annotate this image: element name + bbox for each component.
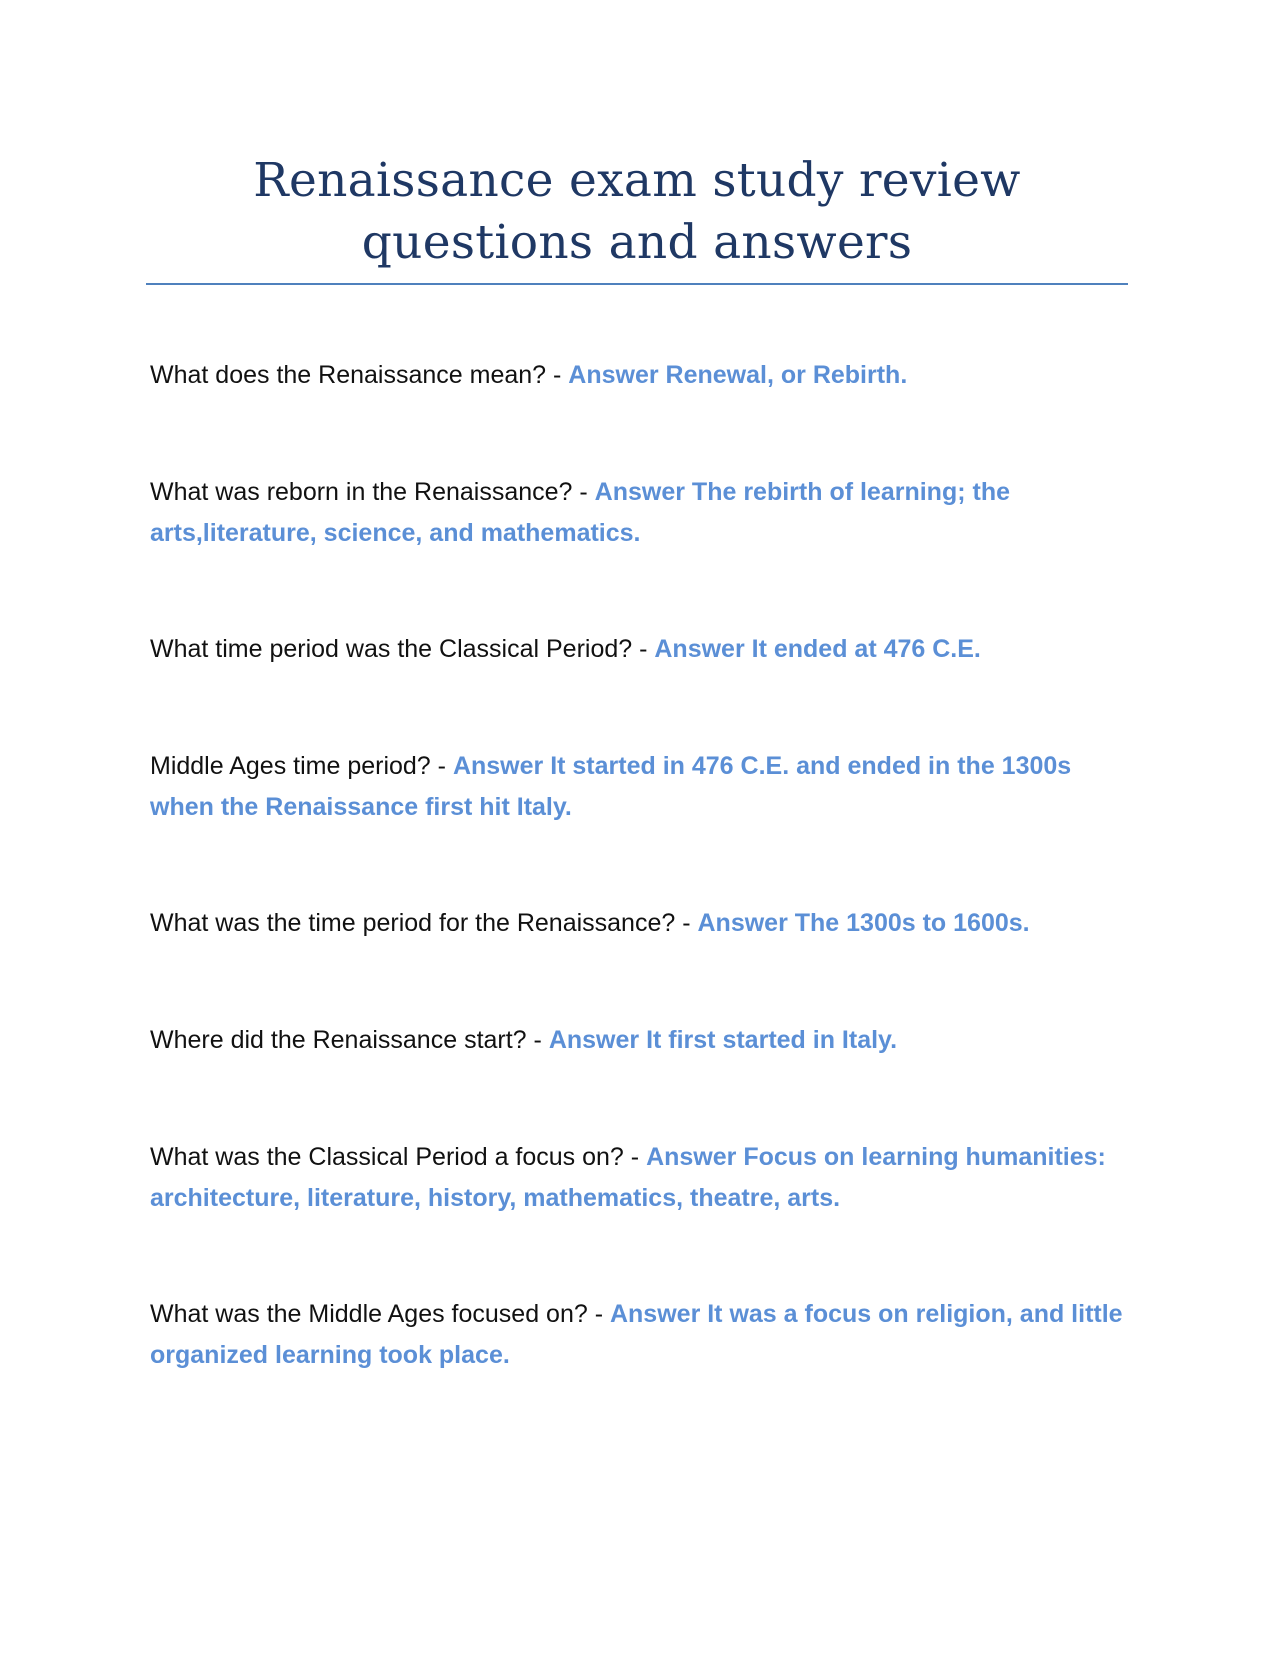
answer-text: Answer Focus on learning humanities: architecture, literature, history, mathematics, theatre, arts. bbox=[150, 1143, 1106, 1212]
answer-text: Answer It first started in Italy. bbox=[548, 1026, 898, 1054]
question-text: What time period was the Classical Period? bbox=[150, 635, 633, 663]
answer-text: Answer The rebirth of learning; the arts,literature, science, and mathematics. bbox=[150, 478, 1010, 547]
title-line-2: questions and answers bbox=[361, 215, 913, 270]
qa-separator: - bbox=[546, 361, 569, 389]
qa-separator: - bbox=[675, 909, 698, 937]
question-text: What was the time period for the Renaissance? bbox=[150, 909, 676, 937]
qa-item-6 bbox=[150, 1020, 1130, 1061]
qa-item-7 bbox=[150, 1137, 1130, 1219]
qa-item-3 bbox=[150, 629, 1130, 670]
answer-text: Answer Renewal, or Rebirth. bbox=[568, 361, 908, 389]
question-text: What does the Renaissance mean? bbox=[150, 361, 547, 389]
answer-text: Answer It ended at 476 C.E. bbox=[654, 635, 981, 663]
answer-text: Answer It was a focus on religion, and little organized learning took place. bbox=[150, 1300, 1123, 1369]
answer-text: Answer It started in 476 C.E. and ended in the 1300s when the Renaissance first hit Italy. bbox=[150, 752, 1072, 821]
qa-separator: - bbox=[526, 1026, 549, 1054]
question-text: What was the Classical Period a focus on? bbox=[150, 1143, 624, 1171]
qa-item-8 bbox=[150, 1294, 1130, 1376]
title-line-1: Renaissance exam study review bbox=[253, 153, 1021, 208]
qa-item-2 bbox=[150, 472, 1130, 554]
qa-item-4 bbox=[150, 746, 1130, 828]
qa-separator: - bbox=[572, 478, 595, 506]
qa-item-1 bbox=[150, 355, 1130, 396]
question-text: Middle Ages time period? bbox=[150, 752, 431, 780]
question-text: What was the Middle Ages focused on? bbox=[150, 1300, 588, 1328]
page-title bbox=[146, 150, 1128, 274]
qa-separator: - bbox=[632, 635, 655, 663]
qa-item-5 bbox=[150, 903, 1130, 944]
qa-separator: - bbox=[430, 752, 453, 780]
answer-text: Answer The 1300s to 1600s. bbox=[697, 909, 1030, 937]
title-underline bbox=[146, 283, 1128, 285]
qa-separator: - bbox=[587, 1300, 610, 1328]
question-text: Where did the Renaissance start? bbox=[150, 1026, 527, 1054]
title-block bbox=[146, 150, 1128, 274]
qa-separator: - bbox=[623, 1143, 647, 1171]
question-text: What was reborn in the Renaissance? bbox=[150, 478, 573, 506]
